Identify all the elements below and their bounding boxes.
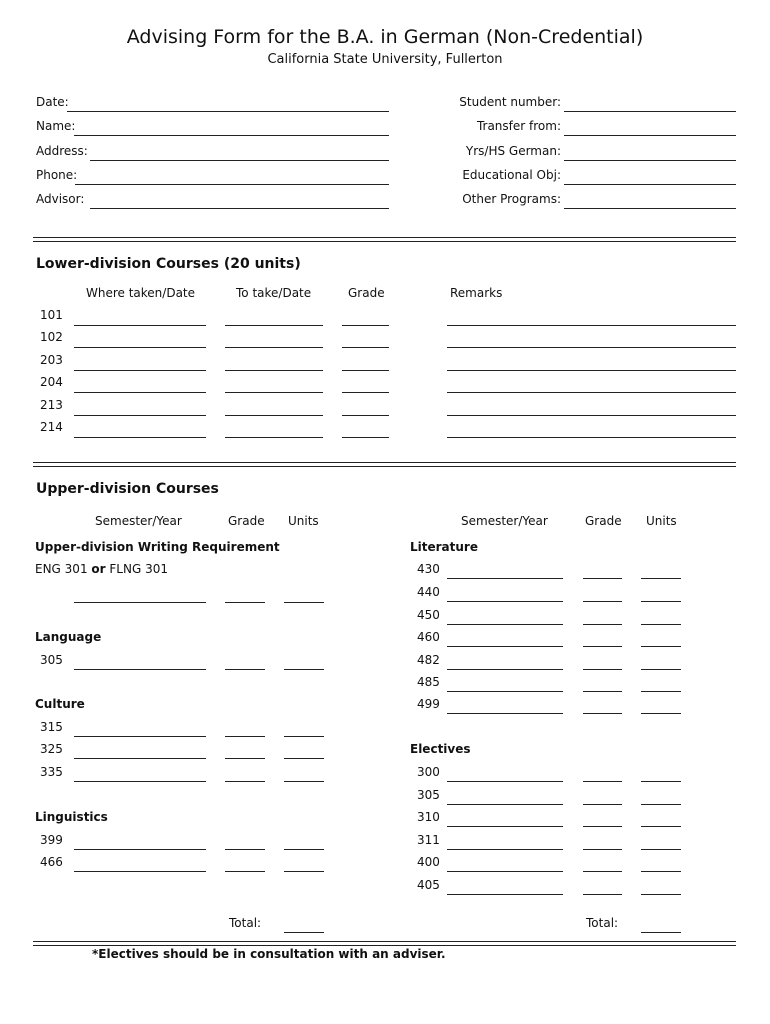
upper-division-heading: Upper-division Courses	[36, 481, 219, 497]
date-field[interactable]	[67, 111, 389, 112]
advisor-label: Advisor:	[36, 192, 85, 206]
to-take-field[interactable]	[225, 415, 323, 416]
transfer-from-field[interactable]	[564, 135, 736, 136]
semester-field[interactable]	[74, 602, 206, 603]
col-semester-right: Semester/Year	[461, 514, 548, 528]
language-heading: Language	[35, 630, 102, 644]
culture-heading: Culture	[35, 697, 85, 711]
page-title: Advising Form for the B.A. in German (Non-Credential)	[126, 26, 644, 48]
col-to-take: To take/Date	[236, 286, 312, 300]
units-field[interactable]	[284, 871, 324, 872]
address-field[interactable]	[90, 160, 389, 161]
page-subtitle: California State University, Fullerton	[267, 52, 503, 67]
course-number: 300	[417, 765, 440, 779]
units-field[interactable]	[641, 669, 681, 670]
where-taken-field[interactable]	[74, 370, 206, 371]
electives-note: *Electives should be in consultation with an adviser.	[92, 947, 446, 961]
semester-field[interactable]	[74, 849, 206, 850]
section-divider	[33, 462, 736, 467]
course-number: 485	[417, 675, 440, 689]
grade-field[interactable]	[583, 781, 622, 782]
units-field[interactable]	[641, 624, 681, 625]
units-field[interactable]	[641, 826, 681, 827]
total-field-left[interactable]	[284, 932, 324, 933]
course-number: 466	[40, 855, 63, 869]
writing-course-a: ENG 301	[35, 562, 88, 576]
units-field[interactable]	[641, 871, 681, 872]
to-take-field[interactable]	[225, 437, 323, 438]
grade-field[interactable]	[342, 325, 389, 326]
units-field[interactable]	[284, 758, 324, 759]
units-field[interactable]	[641, 894, 681, 895]
grade-field[interactable]	[583, 578, 622, 579]
section-divider	[33, 941, 736, 946]
course-number: 305	[417, 788, 440, 802]
course-number: 440	[417, 585, 440, 599]
course-number: 203	[40, 353, 63, 367]
transfer-from-label: Transfer from:	[476, 119, 561, 133]
to-take-field[interactable]	[225, 392, 323, 393]
course-number: 499	[417, 697, 440, 711]
grade-field[interactable]	[225, 669, 265, 670]
remarks-field[interactable]	[447, 392, 736, 393]
semester-field[interactable]	[447, 578, 563, 579]
grade-field[interactable]	[583, 849, 622, 850]
writing-heading: Upper-division Writing Requirement	[35, 540, 280, 554]
course-number: 482	[417, 653, 440, 667]
electives-heading: Electives	[410, 742, 471, 756]
total-field-right[interactable]	[641, 932, 681, 933]
total-label-right: Total:	[586, 916, 619, 930]
semester-field[interactable]	[447, 804, 563, 805]
semester-field[interactable]	[447, 826, 563, 827]
semester-field[interactable]	[447, 713, 563, 714]
col-grade: Grade	[348, 286, 385, 300]
date-label: Date:	[36, 95, 69, 109]
grade-field[interactable]	[342, 392, 389, 393]
course-number: 315	[40, 720, 63, 734]
semester-field[interactable]	[74, 871, 206, 872]
to-take-field[interactable]	[225, 325, 323, 326]
units-field[interactable]	[284, 602, 324, 603]
name-label: Name:	[36, 119, 76, 133]
grade-field[interactable]	[342, 415, 389, 416]
semester-field[interactable]	[447, 646, 563, 647]
grade-field[interactable]	[583, 646, 622, 647]
units-field[interactable]	[641, 601, 681, 602]
section-divider	[33, 237, 736, 242]
to-take-field[interactable]	[225, 347, 323, 348]
grade-field[interactable]	[225, 736, 265, 737]
remarks-field[interactable]	[447, 347, 736, 348]
course-number: 335	[40, 765, 63, 779]
grade-field[interactable]	[583, 601, 622, 602]
yrs-hs-german-field[interactable]	[564, 160, 736, 161]
grade-field[interactable]	[342, 370, 389, 371]
semester-field[interactable]	[447, 669, 563, 670]
units-field[interactable]	[284, 736, 324, 737]
remarks-field[interactable]	[447, 437, 736, 438]
grade-field[interactable]	[583, 713, 622, 714]
grade-field[interactable]	[583, 669, 622, 670]
grade-field[interactable]	[583, 894, 622, 895]
course-number: 325	[40, 742, 63, 756]
course-number: 311	[417, 833, 440, 847]
grade-field[interactable]	[225, 758, 265, 759]
col-grade-right: Grade	[585, 514, 622, 528]
address-label: Address:	[36, 144, 88, 158]
units-field[interactable]	[641, 713, 681, 714]
semester-field[interactable]	[447, 894, 563, 895]
grade-field[interactable]	[583, 691, 622, 692]
writing-course-b: FLNG 301	[109, 562, 168, 576]
col-remarks: Remarks	[450, 286, 503, 300]
course-number: 399	[40, 833, 63, 847]
writing-courses	[35, 562, 168, 576]
course-number: 310	[417, 810, 440, 824]
where-taken-field[interactable]	[74, 437, 206, 438]
units-field[interactable]	[641, 781, 681, 782]
course-number: 400	[417, 855, 440, 869]
semester-field[interactable]	[447, 691, 563, 692]
writing-or: or	[91, 562, 106, 576]
grade-field[interactable]	[583, 804, 622, 805]
course-number: 213	[40, 398, 63, 412]
student-number-label: Student number:	[459, 95, 561, 109]
linguistics-heading: Linguistics	[35, 810, 108, 824]
where-taken-field[interactable]	[74, 415, 206, 416]
units-field[interactable]	[641, 578, 681, 579]
student-number-field[interactable]	[564, 111, 736, 112]
semester-field[interactable]	[74, 669, 206, 670]
educational-obj-label: Educational Obj:	[462, 168, 561, 182]
semester-field[interactable]	[74, 781, 206, 782]
course-number: 305	[40, 653, 63, 667]
other-programs-label: Other Programs:	[462, 192, 561, 206]
semester-field[interactable]	[447, 601, 563, 602]
course-number: 460	[417, 630, 440, 644]
to-take-field[interactable]	[225, 370, 323, 371]
course-number: 430	[417, 562, 440, 576]
col-units-right: Units	[646, 514, 677, 528]
grade-field[interactable]	[342, 347, 389, 348]
remarks-field[interactable]	[447, 325, 736, 326]
col-grade-left: Grade	[228, 514, 265, 528]
grade-field[interactable]	[225, 781, 265, 782]
units-field[interactable]	[284, 781, 324, 782]
col-semester-left: Semester/Year	[95, 514, 182, 528]
grade-field[interactable]	[225, 602, 265, 603]
col-where-taken: Where taken/Date	[86, 286, 196, 300]
grade-field[interactable]	[583, 871, 622, 872]
phone-field[interactable]	[75, 184, 389, 185]
course-number: 450	[417, 608, 440, 622]
semester-field[interactable]	[447, 849, 563, 850]
literature-heading: Literature	[410, 540, 478, 554]
remarks-field[interactable]	[447, 370, 736, 371]
course-number: 101	[40, 308, 63, 322]
other-programs-field[interactable]	[564, 208, 736, 209]
course-number: 102	[40, 330, 63, 344]
col-units-left: Units	[288, 514, 319, 528]
advisor-field[interactable]	[90, 208, 389, 209]
semester-field[interactable]	[447, 871, 563, 872]
lower-division-heading: Lower-division Courses (20 units)	[36, 256, 301, 272]
where-taken-field[interactable]	[74, 347, 206, 348]
remarks-field[interactable]	[447, 415, 736, 416]
units-field[interactable]	[641, 646, 681, 647]
units-field[interactable]	[284, 669, 324, 670]
grade-field[interactable]	[583, 826, 622, 827]
course-number: 204	[40, 375, 63, 389]
name-field[interactable]	[74, 135, 389, 136]
where-taken-field[interactable]	[74, 392, 206, 393]
units-field[interactable]	[641, 804, 681, 805]
course-number: 405	[417, 878, 440, 892]
grade-field[interactable]	[583, 624, 622, 625]
yrs-hs-german-label: Yrs/HS German:	[465, 144, 561, 158]
total-label-left: Total:	[229, 916, 262, 930]
semester-field[interactable]	[74, 758, 206, 759]
semester-field[interactable]	[447, 624, 563, 625]
grade-field[interactable]	[342, 437, 389, 438]
course-number: 214	[40, 420, 63, 434]
units-field[interactable]	[641, 691, 681, 692]
grade-field[interactable]	[225, 849, 265, 850]
educational-obj-field[interactable]	[564, 184, 736, 185]
units-field[interactable]	[284, 849, 324, 850]
semester-field[interactable]	[447, 781, 563, 782]
phone-label: Phone:	[36, 168, 78, 182]
where-taken-field[interactable]	[74, 325, 206, 326]
units-field[interactable]	[641, 849, 681, 850]
grade-field[interactable]	[225, 871, 265, 872]
semester-field[interactable]	[74, 736, 206, 737]
